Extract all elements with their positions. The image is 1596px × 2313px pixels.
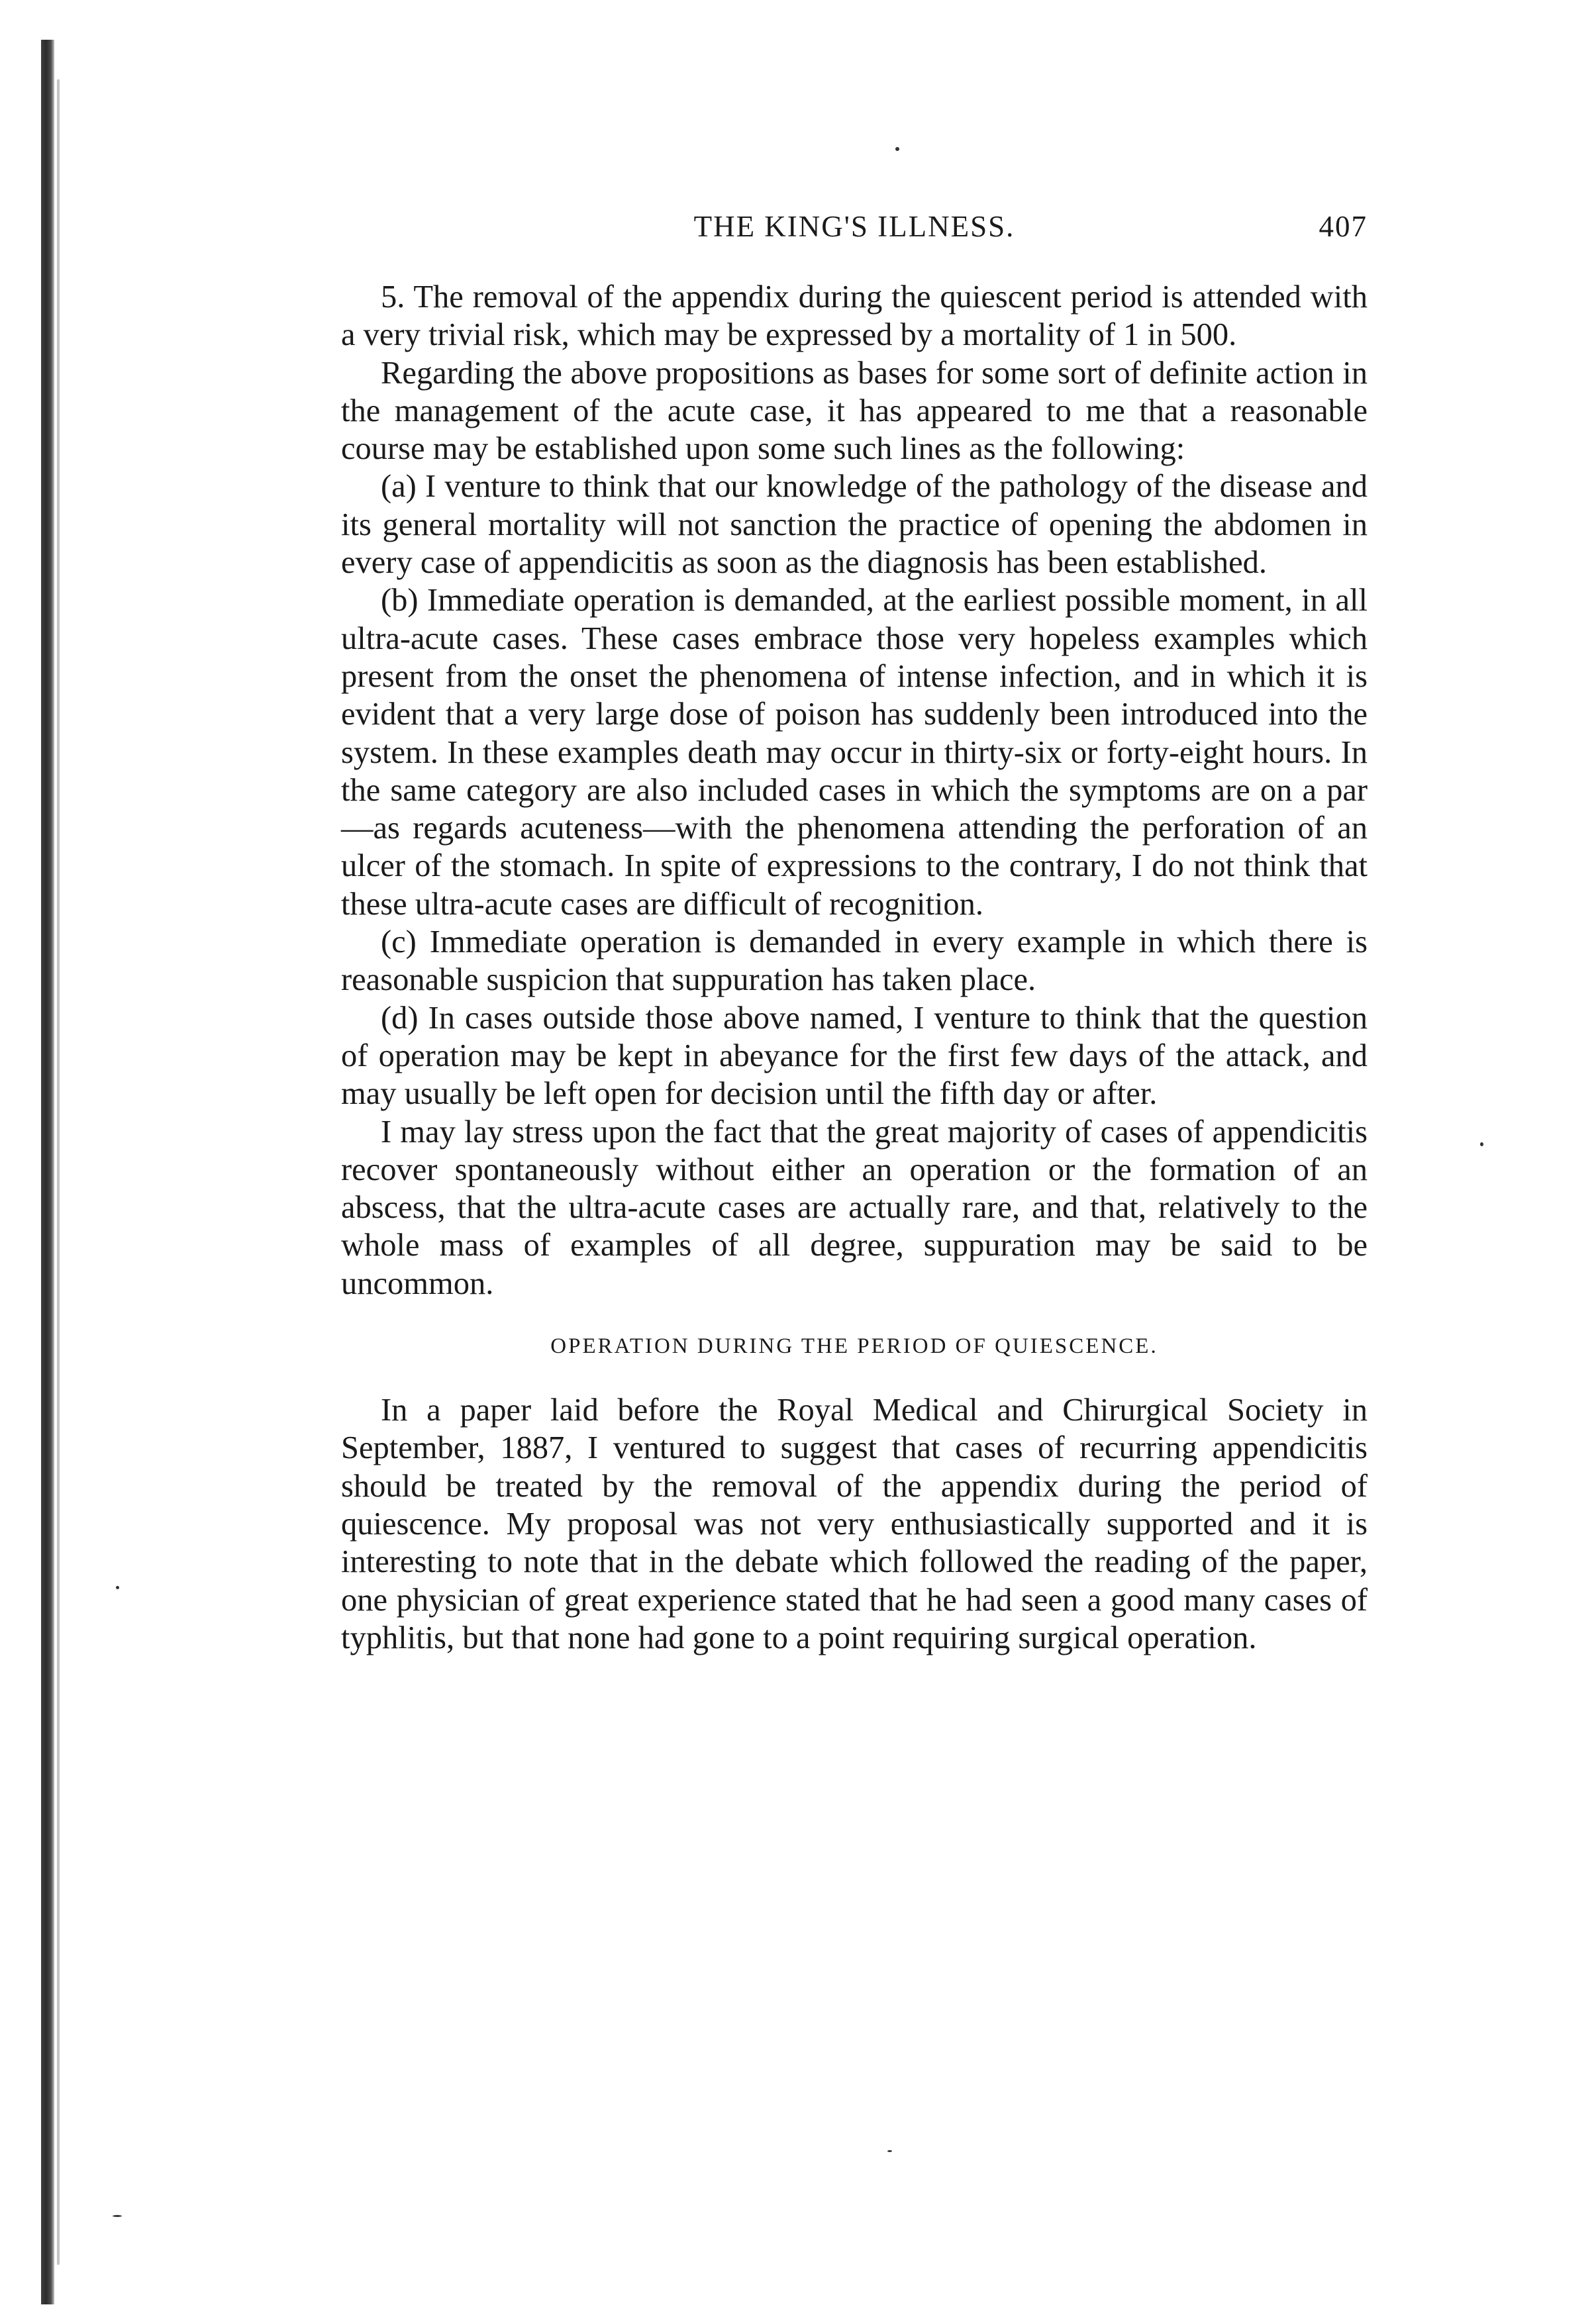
running-head (341, 209, 1368, 249)
paragraph: (b) Immediate operation is demanded, at the earliest possible moment, in all ultra-acute cases. These cases embrace those very hopeless examples which present from the onset the phenomena of intense infection, and in which it is evident that a very large dose of poison has suddenly been introduced into the system. In these examples death may occur in thirty-six or forty-eight hours. In the same category are also included cases in which the symptoms are on a par—as regards acuteness—with the phenomena attending the perforation of an ulcer of the stomach. In spite of expressions to the contrary, I do not think that these ultra-acute cases are difficult of recognition. (341, 583, 1368, 922)
scan-speck (1480, 1142, 1483, 1146)
section-heading: OPERATION DURING THE PERIOD OF QUIESCENCE. (550, 1334, 1158, 1359)
scan-speck (887, 2150, 892, 2152)
paragraph: In a paper laid before the Royal Medical and Chirurgical Society in September, 1887, I ventured to suggest that cases of recurring appendicitis should be treated by the removal of the appendix during the period of quiescence. My proposal was not very enthusiastically supported and it is interesting to note that in the debate which followed the reading of the paper, one physician of great experience stated that he had seen a good many cases of typhlitis, but that none had gone to a point requiring surgical operation. (341, 1393, 1368, 1655)
scan-speck (113, 2215, 122, 2217)
page-number: 407 (1319, 210, 1368, 243)
paragraph: Regarding the above propositions as bases for some sort of definite action in the management of the acute case, it has appeared to me that a reasonable course may be established upon some such lines as the following: (341, 355, 1368, 467)
scan-speck (895, 147, 899, 151)
paragraph: (d) In cases outside those above named, I venture to think that the question of operation may be kept in abeyance for the first few days of the attack, and may usually be left open for decision until the fifth day or after. (341, 1000, 1368, 1112)
binding-shadow (41, 40, 54, 2304)
text-block (341, 278, 1368, 1657)
paragraph: (c) Immediate operation is demanded in every example in which there is reasonable suspicion that suppuration has taken place. (341, 924, 1368, 998)
scan-speck (116, 1586, 119, 1589)
paragraph: 5. The removal of the appendix during the quiescent period is attended with a very trivial risk, which may be expressed by a mortality of 1 in 500. (341, 279, 1368, 353)
paragraph: (a) I venture to think that our knowledge of the pathology of the disease and its general mortality will not sanction the practice of opening the abdomen in every case of appendicitis as soon as the diagnosis has been established. (341, 469, 1368, 581)
paragraph: I may lay stress upon the fact that the great majority of cases of appendicitis recover spontaneously without either an operation or the formation of an abscess, that the ultra-acute cases are actually rare, and that, relatively to the whole mass of examples of all degree, suppuration may be said to be uncommon. (341, 1114, 1368, 1301)
running-title: THE KING'S ILLNESS. (693, 210, 1015, 243)
binding-shadow-line (57, 79, 60, 2265)
